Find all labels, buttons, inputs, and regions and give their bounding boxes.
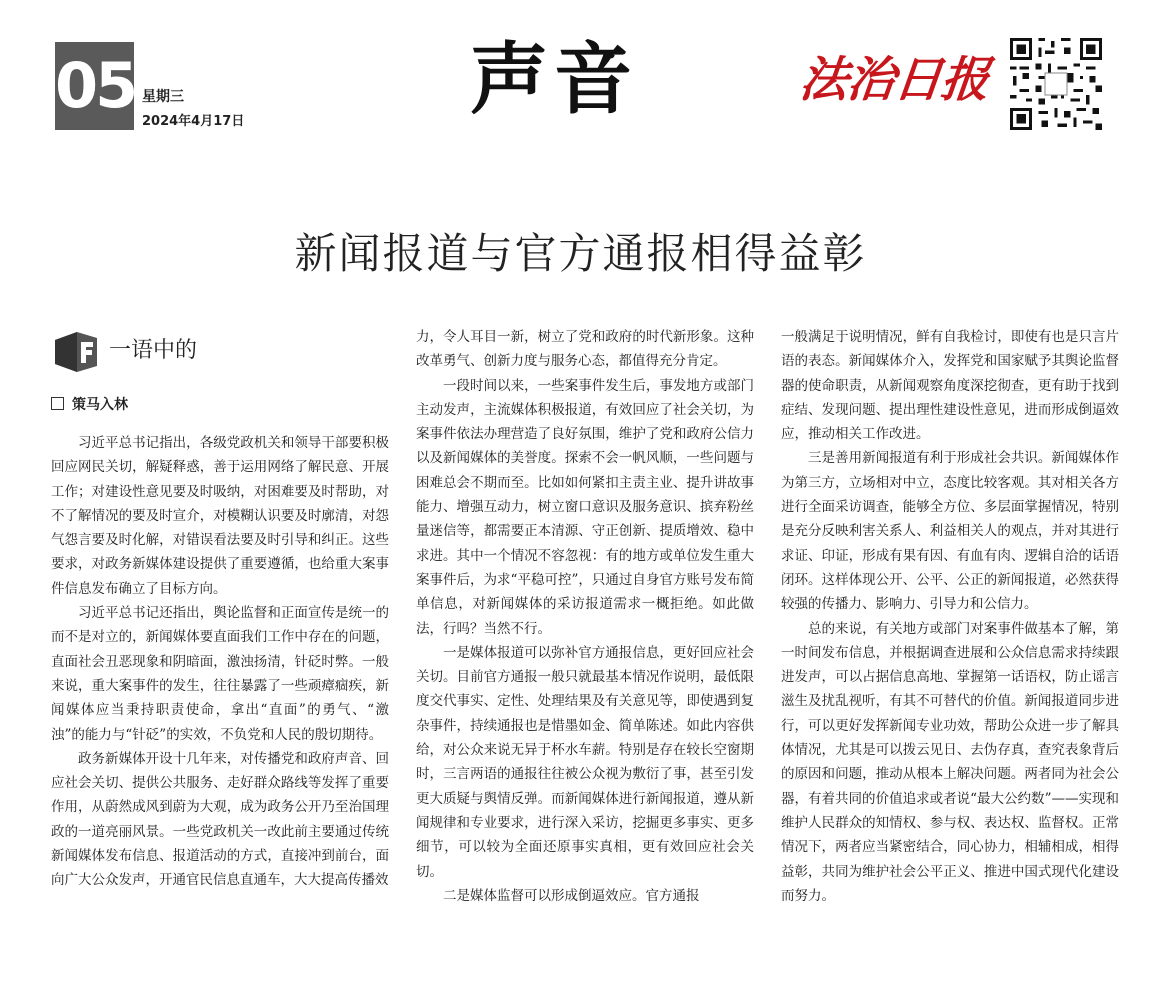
issue-date: 2024年4月17日	[142, 114, 245, 129]
paragraph: 一般满足于说明情况，鲜有自我检讨，即使有也是只言片语的表态。新闻媒体介入，发挥党和国家赋予其舆论监督器的使命职责，从新闻观察角度深挖彻查，更有助于找到症结、发现问题、提出理性建设性意见，进而形成倒逼效应，推动相关工作改进。	[781, 329, 1119, 443]
column-name: 一语中的	[109, 338, 198, 363]
column-logo-icon	[51, 330, 101, 374]
section-title: 声音	[470, 35, 639, 125]
article-headline: 新闻报道与官方通报相得益彰	[294, 229, 867, 278]
byline	[51, 394, 128, 414]
paragraph: 二是媒体监督可以形成倒逼效应。官方通报	[443, 887, 700, 904]
article-column-3	[781, 325, 1119, 908]
masthead-logo: 法治日报	[797, 52, 991, 108]
author: 策马入林	[72, 397, 128, 413]
paragraph: 习近平总书记指出，各级党政机关和领导干部要积极回应网民关切，解疑释惑，善于运用网络了解民意、开展工作；对建设性意见要及时吸纳，对困难要及时帮助，对不了解情况的要及时宣介，对模糊认识要及时廓清，对怨气怨言要及时化解，对错误看法要及时引导和纠正。这些要求，对政务新媒体建设提供了重要遵循，也给重大案事件信息发布确立了目标方向。	[51, 435, 389, 597]
paragraph: 政务新媒体开设十几年来，对传播党和政府声音、回应社会关切、提供公共服务、走好群众路线等发挥了重要作用，从蔚然成风到蔚为大观，成为政务公开乃至治国理政的一道亮丽风景。一些党政机关一改此前主要通过传统新闻媒体发布信息、报道活动的方式，直接冲到前台，面向广大公众发声，开通官民信息直通车，大大提高传播效	[51, 750, 389, 889]
paragraph: 一段时间以来，一些案事件发生后，事发地方或部门主动发声，主流媒体积极报道，有效回应了社会关切，为案事件依法办理营造了良好氛围，维护了党和政府公信力以及新闻媒体的美誉度。探索不会一帆风顺，一些问题与困难总会不期而至。比如如何紧扣主责主业、提升讲故事能力、增强互动力，树立窗口意识及服务意识、摈弃粉丝量迷信等，都需要正本清源、守正创新、提质增效、稳中求进。其中一个情况不容忽视：有的地方或单位发生重大案事件后，为求“平稳可控”，只通过自身官方账号发布简单信息，对新闻媒体的采访报道需求一概拒绝。如此做法，行吗？当然不行。	[416, 377, 754, 637]
page-number: 05	[55, 42, 134, 130]
paragraph: 一是媒体报道可以弥补官方通报信息，更好回应社会关切。目前官方通报一般只就最基本情况作说明，最低限度交代事实、定性、处理结果及有关意见等，即使遇到复杂事件，持续通报也是惜墨如金、简单陈述。如此内容供给，对公众来说无异于杯水车薪。特别是存在较长空窗期时，三言两语的通报往往被公众视为敷衍了事，甚至引发更大质疑与舆情反弹。而新闻媒体进行新闻报道，遵从新闻规律和专业要求，进行深入采访，挖掘更多事实、更多细节，可以较为全面还原事实真相，更有效回应社会关切。	[416, 644, 754, 880]
qr-code-icon	[1010, 38, 1102, 130]
paragraph: 总的来说，有关地方或部门对案事件做基本了解，第一时间发布信息，并根据调查进展和公众信息需求持续跟进发声，可以占据信息高地、掌握第一话语权，防止谣言滋生及扰乱视听，有其不可替代的价值。新闻报道同步进行，可以更好发挥新闻专业功效，帮助公众进一步了解具体情况，尤其是可以拨云见日、去伪存真，查究表象背后的原因和问题，推动从根本上解决问题。两者同为社会公器，有着共同的价值追求或者说“最大公约数”——实现和维护人民群众的知情权、参与权、表达权、监督权。正常情况下，两者应当紧密结合，同心协力，相辅相成，相得益彰，共同为维护社会公平正义、推进中国式现代化建设而努力。	[781, 620, 1119, 904]
paragraph: 三是善用新闻报道有利于形成社会共识。新闻媒体作为第三方，立场相对中立，态度比较客观。其对相关各方进行全面采访调查，能够全方位、多层面掌握情况，特别是充分反映利害关系人、利益相关人的观点，并对其进行求证、印证，形成有果有因、有血有肉、逻辑自洽的话语闭环。这样体现公开、公平、公正的新闻报道，必然获得较强的传播力、影响力、引导力和公信力。	[781, 450, 1119, 613]
paragraph: 习近平总书记还指出，舆论监督和正面宣传是统一的而不是对立的，新闻媒体要直面我们工作中存在的问题，直面社会丑恶现象和阴暗面，激浊扬清，针砭时弊。一般来说，重大案事件的发生，往往暴露了一些顽瘴痼疾，新闻媒体应当秉持职责使命，拿出“直面”的勇气、“激浊”的能力与“针砭”的实效，不负党和人民的殷切期待。	[51, 605, 389, 743]
weekday: 星期三	[142, 89, 184, 105]
byline-box-icon	[51, 397, 64, 410]
article-column-2	[416, 325, 754, 908]
paragraph: 力，令人耳目一新，树立了党和政府的时代新形象。这种改革勇气、创新力度与服务心态，都值得充分肯定。	[416, 329, 754, 370]
article-column-1	[51, 431, 389, 893]
